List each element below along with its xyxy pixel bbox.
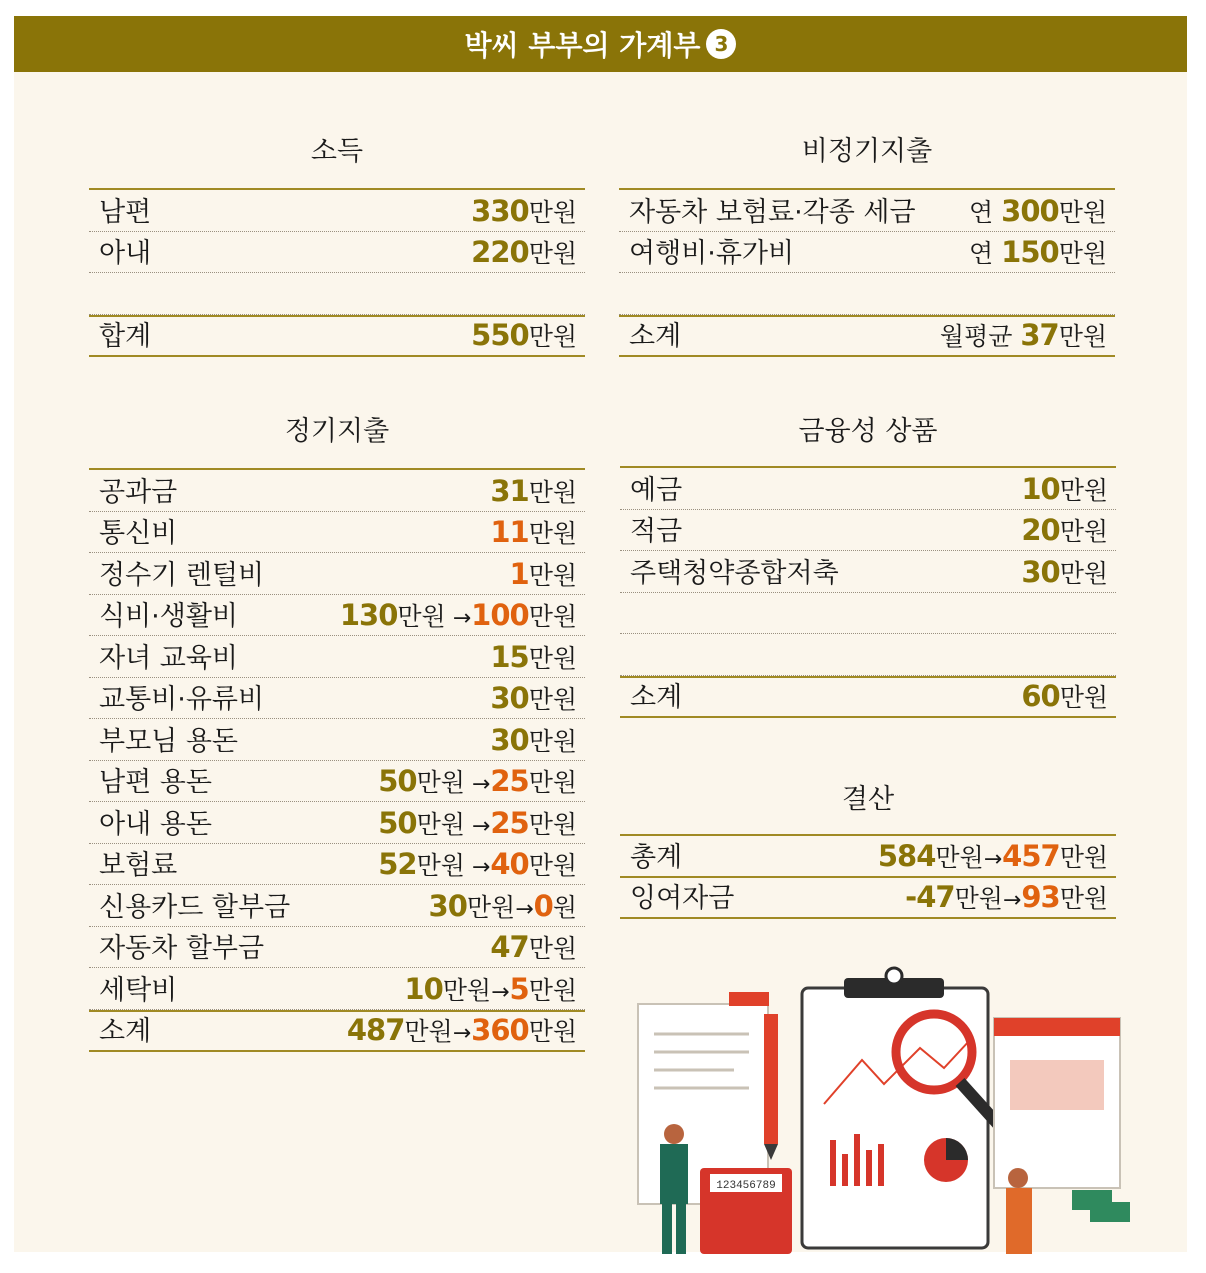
change-arrow: →: [1002, 888, 1022, 913]
previous-unit: 만원: [416, 768, 465, 797]
value-prefix: 연: [969, 197, 1002, 227]
row-label: 소계: [630, 681, 683, 713]
financial-rows: [620, 466, 1116, 593]
row-value: [905, 879, 1108, 917]
row-value: [878, 838, 1108, 876]
previous-unit: 만원: [416, 809, 465, 839]
irregular-total: [619, 315, 1115, 357]
row-value: [340, 597, 577, 635]
row-value: [1021, 678, 1108, 716]
amount-unit: 만원: [528, 768, 577, 797]
change-arrow: →: [983, 846, 1003, 872]
previous-unit: 만원: [397, 602, 446, 631]
row-value: [378, 846, 577, 884]
table-row: [619, 190, 1115, 232]
amount: 25: [490, 764, 529, 798]
amount: 11: [490, 515, 529, 549]
row-label: 부모님 용돈: [99, 725, 238, 757]
previous-unit: 만원: [404, 1016, 453, 1046]
row-label: 소계: [629, 320, 682, 352]
row-label: 남편: [99, 196, 152, 228]
table-row: [89, 512, 585, 554]
row-label: 소계: [99, 1015, 152, 1047]
row-value: [471, 193, 577, 231]
row-value: [490, 680, 577, 718]
income-rows: [89, 188, 585, 273]
amount: 30: [1021, 554, 1060, 589]
row-value: [969, 234, 1107, 272]
value-prefix: 연: [969, 239, 1002, 268]
previous-unit: 만원: [466, 892, 516, 922]
table-row: [89, 232, 585, 274]
amount-unit: 만원: [1059, 517, 1108, 546]
amount: 330: [471, 193, 529, 228]
amount-unit: 만원: [528, 239, 577, 268]
financial-heading: 금융성 상품: [798, 416, 938, 447]
row-label: 남편 용돈: [99, 767, 212, 798]
amount: 10: [1021, 471, 1060, 506]
row-value: [1021, 512, 1108, 550]
row-label: 세탁비: [99, 974, 178, 1006]
row-value: [378, 805, 577, 843]
amount-unit: 만원: [1058, 239, 1107, 268]
income-total: [89, 315, 585, 357]
amount-unit: 만원: [1058, 321, 1107, 351]
amount: 30: [490, 681, 529, 715]
table-row: [89, 761, 585, 803]
row-label: 합계: [99, 320, 152, 352]
amount: 37: [1020, 317, 1059, 352]
row-value: [471, 317, 577, 355]
amount: 5: [509, 971, 529, 1006]
row-label: 보험료: [99, 850, 178, 881]
table-row: [620, 468, 1116, 510]
regular-rows: [89, 468, 585, 1010]
table-row: [89, 968, 585, 1010]
row-value: [347, 1012, 577, 1050]
blank-row: [89, 273, 585, 315]
title-bar: [14, 16, 1187, 72]
change-arrow: →: [464, 772, 491, 797]
table-row: [89, 190, 585, 232]
row-value: [969, 193, 1107, 231]
row-label: 예금: [630, 474, 683, 506]
amount-unit: 만원: [1059, 682, 1108, 712]
regular-total: [89, 1010, 585, 1052]
amount-unit: 원: [552, 892, 577, 922]
calculator-display: 123456789: [716, 1180, 776, 1192]
row-label: 여행비·휴가비: [629, 238, 795, 269]
previous-amount: 30: [428, 888, 467, 923]
amount: 93: [1021, 880, 1060, 914]
amount-unit: 만원: [528, 851, 577, 880]
irregular-section: [619, 130, 1115, 357]
row-value: [490, 514, 577, 552]
row-label: 공과금: [99, 476, 178, 508]
amount: 150: [1001, 235, 1059, 269]
amount-unit: 만원: [1058, 197, 1107, 227]
amount-unit: 만원: [528, 197, 577, 227]
amount-unit: 만원: [528, 685, 577, 714]
change-arrow: →: [445, 606, 472, 631]
row-label: 적금: [630, 516, 683, 547]
row-label: 식비·생활비: [99, 601, 238, 632]
amount: 31: [490, 473, 529, 508]
table-row: [89, 844, 585, 886]
blank-row: [619, 273, 1115, 315]
table-row: [89, 636, 585, 678]
amount-unit: 만원: [528, 321, 577, 351]
settlement-rows: [620, 834, 1116, 919]
regular-section: [89, 410, 585, 1052]
previous-amount: 584: [877, 838, 936, 873]
amount-unit: 만원: [528, 602, 577, 631]
table-row: [620, 551, 1116, 593]
table-row: [89, 719, 585, 761]
row-value: [378, 763, 577, 801]
row-label: 정수기 렌털비: [99, 559, 265, 591]
row-value: [404, 971, 577, 1009]
row-label: 아내 용돈: [99, 808, 212, 840]
table-row: [89, 802, 585, 844]
amount-unit: 만원: [1059, 475, 1108, 505]
value-prefix: 월평균: [939, 321, 1021, 351]
blank-row: [620, 593, 1116, 635]
row-value: [1021, 554, 1108, 592]
irregular-rows: [619, 188, 1115, 273]
change-arrow: →: [491, 979, 510, 1005]
table-row: [89, 595, 585, 637]
irregular-heading: 비정기지출: [801, 136, 933, 167]
previous-unit: 만원: [935, 842, 984, 872]
pencil-icon: [764, 1014, 778, 1144]
amount: 47: [490, 930, 529, 964]
amount: 20: [1021, 513, 1060, 547]
amount: 15: [490, 639, 529, 674]
row-label: 자녀 교육비: [99, 642, 238, 674]
table-row: [620, 878, 1116, 920]
blank-row: [620, 634, 1116, 676]
change-arrow: →: [515, 896, 534, 922]
row-value: [429, 888, 577, 926]
previous-amount: 10: [404, 971, 443, 1006]
previous-unit: 만원: [416, 851, 465, 880]
financial-section: [620, 410, 1116, 718]
amount: 60: [1021, 678, 1060, 713]
amount: 30: [490, 722, 529, 757]
table-row: [89, 678, 585, 720]
previous-unit: 만원: [442, 975, 492, 1005]
table-row: [619, 232, 1115, 274]
settlement-heading: 결산: [841, 784, 895, 815]
previous-amount: 50: [378, 805, 417, 840]
amount: 300: [1001, 193, 1059, 228]
row-label: 주택청약종합저축: [630, 557, 839, 589]
amount: 40: [490, 847, 529, 881]
amount-unit: 만원: [528, 1016, 577, 1046]
amount-unit: 만원: [528, 643, 577, 673]
amount: 1: [509, 556, 529, 591]
row-label: 총계: [630, 841, 683, 873]
row-value: [490, 639, 577, 677]
previous-amount: 487: [346, 1012, 405, 1047]
amount-unit: 만원: [528, 726, 577, 756]
amount-unit: 만원: [528, 560, 577, 590]
page-title: 박씨 부부의 가계부: [464, 29, 701, 62]
amount-unit: 만원: [528, 809, 577, 839]
table-row: [89, 927, 585, 969]
amount-unit: 만원: [528, 477, 577, 507]
budget-sheet: [14, 16, 1187, 1252]
row-label: 통신비: [99, 518, 178, 549]
amount: 457: [1002, 838, 1060, 873]
previous-amount: 52: [378, 847, 417, 881]
change-arrow: →: [464, 855, 491, 880]
row-label: 아내: [99, 238, 152, 269]
chat-bubble-icon: [729, 992, 769, 1006]
amount: 100: [471, 598, 529, 632]
amount-unit: 만원: [1059, 842, 1108, 872]
amount: 0: [533, 888, 553, 923]
income-section: [89, 130, 585, 357]
table-row: [89, 553, 585, 595]
row-value: [490, 722, 577, 760]
row-value: [490, 929, 577, 967]
row-value: [940, 317, 1107, 355]
row-value: [490, 473, 577, 511]
change-arrow: →: [452, 1020, 472, 1046]
change-arrow: →: [464, 813, 491, 839]
row-value: [510, 556, 578, 594]
settlement-section: [620, 778, 1116, 919]
amount: 360: [471, 1012, 529, 1047]
amount-unit: 만원: [528, 975, 577, 1005]
title-badge: 3: [706, 29, 736, 59]
regular-heading: 정기지출: [284, 416, 390, 447]
table-row: [89, 470, 585, 512]
table-row: [620, 510, 1116, 552]
income-heading: 소득: [310, 136, 364, 167]
table-row: [89, 885, 585, 927]
finance-illustration: [634, 964, 1134, 1254]
previous-amount: 50: [378, 764, 417, 798]
row-value: [471, 234, 577, 272]
amount-unit: 만원: [1059, 558, 1108, 588]
previous-amount: 130: [339, 598, 398, 632]
row-label: 자동차 할부금: [99, 933, 265, 964]
amount: 25: [490, 805, 529, 840]
row-label: 잉여자금: [630, 883, 735, 914]
row-label: 교통비·유류비: [99, 684, 265, 715]
amount: 550: [471, 317, 529, 352]
previous-amount: -47: [905, 880, 955, 914]
row-value: [1021, 471, 1108, 509]
amount-unit: 만원: [528, 934, 577, 963]
amount-unit: 만원: [528, 519, 577, 548]
table-row: [620, 836, 1116, 878]
amount: 220: [471, 235, 529, 269]
previous-unit: 만원: [954, 884, 1003, 913]
amount-unit: 만원: [1059, 884, 1108, 913]
row-label: 신용카드 할부금: [99, 891, 291, 923]
financial-total: [620, 676, 1116, 718]
row-label: 자동차 보험료·각종 세금: [629, 196, 916, 228]
